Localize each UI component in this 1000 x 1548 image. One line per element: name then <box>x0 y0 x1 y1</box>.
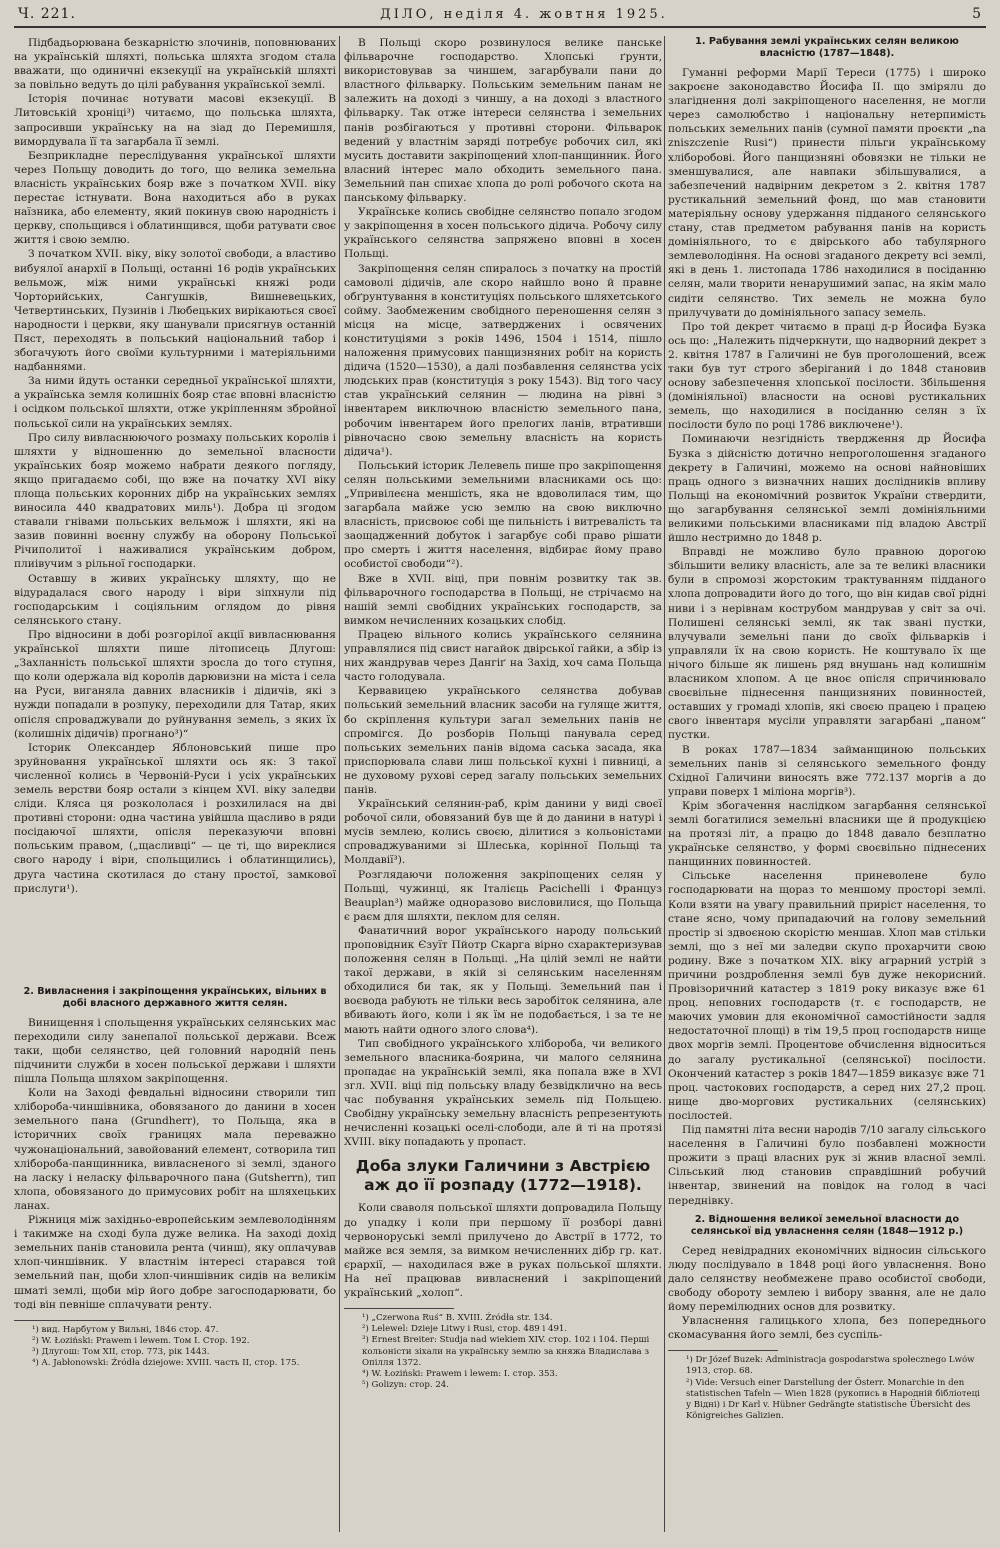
section-heading: 1. Рабування землі українських селян великою власністю (1787—1848). <box>695 36 959 59</box>
paragraph: Тип свобідного українського хлібороба, чи великого земельного власника-боярина, чи малого селянина пропадає на українській землі, яка попала вже в XVI згл. XVII. віці під польську владу безвідклично на весь час побування українських земель під Польщею. Свобідну українську земельну власність репрезентують нечисленні козацькі оселі-слободи, але й ті на протязі XVIII. віку попадають у пропаст. <box>344 1037 662 1149</box>
paragraph: Увласнення галицького хлопа, без попереднього скомасування його землі, без суспіль- <box>668 1315 986 1342</box>
section-heading: 2. Відношення великої земельної власности до селянської від увласнення селян (1848—1912 р.) <box>690 1213 964 1237</box>
issue-number: Ч. 221. <box>18 6 76 22</box>
footnote: ¹) „Czerwona Ruś“ B. XVIII. Źródła str. 134. <box>362 1313 553 1324</box>
paragraph: Про той декрет читаємо в праці д-р Йосифа Бузка ось що: „Належить підчеркнути, що надворний декрет з 2. квітня 1787 в Галичині не був проголошений, всеж таки був тут строго зберіганий і до 1848 становив основу забезпечення хлопської посілости. Збільшення (домініяльної) власности на основі рустикальних земель, що находилися в посіданню селян з їх посілости було по році 1786 виключене¹). <box>668 320 986 432</box>
paragraph: Серед невідрадних економічних відносин сільського люду послідувало в 1848 році його увласнення. Воно дало селянству необмежене право особистої свободи, свободу обороту землею і вибору звання, але не дало йому перемілюдних основ для розвитку. <box>668 1244 986 1313</box>
paragraph: Поминаючи незгідність твердження др Йосифа Бузка з дійсністю дотично непроголошення згаданого декрету в Галичині, можемо на основі найновіших праць одного з визначних наших дослідників впливу Польщі на економічний розвиток України ствердити, що загарбування селянської землі домініяльними великими польськими власниками під владою Австрії йшло нестримно до 1848 р. <box>668 433 986 545</box>
footnote: ²) Vide: Versuch einer Darstellung der Österr. Monarchie in den statistischen Tafeln — Wien 1828 (рукопись в Народній бібліотеці у Відні) і Dr Karl v. Hübner Gedrängte statistische Übersicht des Königreiches Galizien. <box>686 1377 980 1422</box>
paragraph: За ними йдуть останки середньої української шляхти, а українська земля колишніх бояр стає вповні власністю і осідком польської шляхти, отже укріпленням збройної польської сили на українських землях. <box>14 375 336 430</box>
paragraph: Гуманні реформи Марії Тереси (1775) і широко закроєне законодавство Йосифа ІІ. що змірялu до злагіднення долі закріпощеного населення, не могли через самолюбство і національну нетерпимість польських земельних панів (сумної памяти проєкти „na zniszczenie Rusi“) принести пільги українському хліборобові. Його панщизняні обовязки не тільки не зменшувалися, але навпаки збільшувалися, а забезпечений надвірним декретом з 2. квітня 1787 рустикальний земельний фонд, що мав становити матеріяльну основу удержання підданого селянського стану, став предметом рабування панів на користь домініяльного, то є двірського або табулярного землеволодіння. На основі згаданого декрету всі землі, які в день 1. листопада 1786 находилися в посіданню селян, мали творити ненарушимий запас, на якім мало сидіти селянство. Тих земель не можна було прилучувати до домініяльного запасу земель. <box>668 67 986 319</box>
footnote-rule <box>14 1320 124 1321</box>
paragraph: Український селянин-раб, крім данини у виді своєї робочої сили, обовязаний був ще й до данини в натурі і мусів землею, колись своєю, ділитися з кольоністами спроваджуваними зі Шлеська, корінної Польщі та Молдавії³). <box>344 798 662 867</box>
paragraph: Безприкладне переслідування української шляхти через Польщу доводить до того, що велика земельна власність українських бояр вже з початком XVII. віку перестає істнувати. Вона находиться або в руках наїзника, або елементу, який покинув свою народність і церкву, спольщився і облатинщився, щоби ратувати своє життя і свою землю. <box>14 149 336 247</box>
paragraph: Про відносини в добі розгорілої акції вивласнювання української шляхти пише літописець Длугош: „Захланність польської шляхти зросла до того ступня, що коли одержала від королів дарювизни на міста і села на Руси, виганяла давних власників і дідичів, які з нужди попадали в розпуку, переходили для Татар, яких опісля спроваджували до руйнування земель, з яких їх (колишніх дідичів) прогнано³)“ <box>14 628 336 740</box>
paragraph: Польський історик Лелевель пише про закріпощення селян польськими земельними власниками ось що: „Упривілеєна меншість, яка не вдоволилася тим, що загарбала майже усю землю на свою виключно власність, присвоює собі ще пильність і витревалість та заощадженний добуток і загарбує собі право рішати про смерть і життя населення, відбирає йому право особистої свободи“²). <box>344 459 662 571</box>
section-title: Доба злуки Галичини з Австрією аж до її розпаду (1772—1918). <box>355 1157 651 1195</box>
column-blank-space <box>14 896 336 986</box>
paragraph: Кервавицею українського селянства добував польський земельний власник засоби на гуляще життя, бо скріплення культури загал земельних панів не спромігся. До розборів Польщі панувала серед польських земельних панів відома саська засада, яка приспорювала слави лиш польської кухні і пивниці, а не духовому руховi серед загалу польських земельних панів. <box>344 685 662 796</box>
column-3 <box>668 36 986 1536</box>
paragraph: Фанатичний ворог українського народу польський проповідник Єзуїт Пйотр Скарга вірно схарактеризував положення селян в Польщі. „На цілій землі не найти такої держави, в якій зі селянським населенням обходилися би так, як у Польщі. Земельний пан і воєвода рабують не тільки весь заробіток селянина, але вбивають його, коли і як їм не подобається, і за те не мають найти одного злого слова⁴). <box>344 924 662 1036</box>
paragraph: Вправді не можливо було правною дорогою збільшити велику власність, але за те великі власники були в спромозі жорстоким трактуванням підданого хлопа допровадити його до того, що він кидав свої рідні ниви і з нерівнам кострубом мандрував у світ за очі. Полишені селянські землі, як так звані пустки, влучували земельні пани до своїх фільварків і управляли їх на свою користь. Не коштувало їх ще нічого більше як лишень ряд внушань над колишнім власником хлопом. А це вноє опісля спричинювало своєвільне піднесення панщизняних повинностей, оставших у громаді хлопів, які своєю працею і працею свого інвентаря мусіли управляти загарбані „паном“ пустки. <box>668 546 986 742</box>
paragraph: Історик Олександер Яблоновський пише про зруйновання української шляхти ось як: З такої численної колись в Червоній-Руси і усіх українських земель верстви бояр остали з кінцем XVI. віку заледви сліди. Кляса ця розкололася і розхилилася на дві противні сторони: одна частина увійшла щасливо в ряди посідаючої шляхти, опісля переказуючи вповні польським правом, („щасливці“ — це ті, що виреклися свого народу і віри, спольщились і облатинщились), друга частина скотилася до стану простої, замкової прислуги¹). <box>14 741 336 895</box>
footnote: ¹) вид. Нарбутом у Вильні, 1846 стор. 47. <box>32 1324 219 1335</box>
page-header <box>18 2 982 26</box>
footnote: ²) W. Łoziński: Prawem i lewem. Том І. Стор. 192. <box>32 1335 250 1346</box>
paragraph: Закріпощення селян спиралось з початку на простій самоволі дідичів, але скоро найшло воно й правне обґрунтування в конституціях польського шляхетського сойму. Заобмеженим свобідного переношення селян з місця на місце, затверджених і освячених конституціями з років 1496, 1504 і 1514, пішло наложення примусових панщизняних робіт на користь дідича (1520—1530), а далі позбавлення селянства усіх людських прав (конституція з року 1543). Від того часу став український селянин — людина на рівні з інвентарем виключною власністю земельного пана, робочим інвентарем його прелогих ланів, втративши рівночасно свою земельну власність на користь дідича¹). <box>344 262 662 458</box>
footnote: ⁴) A. Jabłonowski: Źródła dziejowe: XVIII. часть ІІ, стор. 175. <box>32 1358 300 1369</box>
masthead-date: ДІЛО, неділя 4. жовтня 1925. <box>380 6 668 22</box>
paragraph: Винищення і спольщення українських селянських мас переходили силу занепалої польської держави. Всеж таки, щоби селянство, цей головний народній пень підчинити служби в хосен польської держави і шляхти пішла Польща шляхом закріпощення. <box>14 1016 336 1086</box>
paragraph: В Польщі скоро розвинулося велике панське фільварочне господарство. Хлопські ґрунти, використовував за чиншем, загарбували пани до властного фільварку. Польським земельним панам не залежить на доході з чиншу, а на доході з властного фільварку. Так отже інтереси селянства і земельних панів розбігаються у противні сторони. Фільварок ведений у властнім заряді потребує робочих сил, які мусить доставити закріпощений хлоп-панщинник. Його власний інтерес мало обходить земельного пана. Земельний пан спихає хлопа до ролі робочого скота на панському фільварку. <box>344 37 662 205</box>
footnote-rule <box>668 1350 778 1351</box>
paragraph: Коли на Заході февдальні відносини створили тип хлібороба-чиншівника, обовязаного до данини в хосен земельного пана (Grundherr), то Польща, яка в історичних своїх границях мала переважно чужонаціональний, завойований елемент, сотворила тип хлібороба-панщинника, вивласненого зі землі, зданого на ласку і неласку фільварочного пана (Gutsherrn), тип хлопа, обовязаного до примусових робіт на шляхецьких ланах. <box>14 1087 336 1212</box>
footnote: ¹) Dr Józef Buzek: Administracja gospodarstwa społecznego Lwów 1913, стор. 68. <box>686 1355 975 1377</box>
column-divider <box>339 36 340 1532</box>
paragraph: Крім збогачення наслідком загарбання селянської землі богатилися земельні власники ще й продукцією на протязі літ, а працю до 1848 давало безплатно українське селянство, у формі своєвільно піднесених панщинних повинностей. <box>668 799 986 869</box>
paragraph: Ріжниця між західньо-европейським землеволодінням і такимже на сході була дуже велика. На заході дохід земельних панів становила рента (чинш), яку оплачував хлоп-чиншівник. У властнім інтересі старався той земельний пан, щоби хлоп-чиншівник сидів на великім шматі землі, щоби мір його добре загосподарювати, бо тоді він певніше сплачувати ренту. <box>14 1214 336 1311</box>
section-heading: 2. Вивласнення і закріпощення українських, вільних в добі власного державного життя селян. <box>23 985 327 1009</box>
paragraph: Розглядаючи положення закріпощених селян у Польщі, чужинці, як Італієць Pacichelli і Француз Beauplan³) майже одноразово висловилися, що Польща є раєм для шляхти, пеклом для селян. <box>344 868 662 923</box>
footnote: ³) Длугош: Том XII, стор. 773, рік 1443. <box>32 1347 210 1358</box>
header-rule <box>14 26 986 28</box>
paragraph: Українське колись свобідне селянство попало згодом у закріпощення в хосен польського дідича. Робочу силу українського селянства запряжено вповні в хосен Польщі. <box>344 206 662 261</box>
paragraph: Працею вільного колись українського селянина управлялися під свист нагайок двірської гайки, а збір із них жандрував через Дангіґ на Захід, хоч сама Польща часто голодувала. <box>344 628 662 684</box>
paragraph: Про силу вивласнюючого розмаху польських королів і шляхти у відношенню до земельної власности українських бояр можемо набрати деякого погляду, якщо пригадаємо собі, що вже на початку XVI віку площа польських коронних дібр на українських землях виносила 440 квадратових миль¹). Добра ці згодом ставали гнівами польських вельмож і шляхти, які на зазив повинні воєнну службу на оборону Польської Річиполитої і наживалися українським добром, плиівучим з рільної господарки. <box>14 431 336 571</box>
paragraph: Історія починає нотувати масові екзекуції. В Литовській хроніці³) читаємо, що польська шляхта, запросивши українську на на зіад до Перемишля, вимордувала її та загарбала її землі. <box>14 93 336 148</box>
column-divider <box>664 36 665 1532</box>
footnote: ⁴) W. Łoziński: Prawem i lewem: І. стор. 353. <box>362 1369 558 1380</box>
column-2 <box>344 36 662 1536</box>
paragraph: Вже в XVII. віці, при повнім розвитку так зв. фільварочного господарства в Польщі, не стрічаємо на нашій землі свобідних українських господарств, за вимком нечисленних козацьких слобід. <box>344 572 662 627</box>
footnote: ⁵) Golizyn: стор. 24. <box>362 1380 449 1391</box>
paragraph: В роках 1787—1834 займанщиною польських земельних панів зі селянського земельного фонду Східної Галичини виносять вже 772.137 моргів а до управи поверх 1 міліона моргів³). <box>668 743 986 798</box>
page-number: 5 <box>972 6 982 22</box>
paragraph: Під памятні літа весни народів 7/10 загалу сільського населення в Галичині було позбавлені можности прожити з праці власних рук зі жнив власної землі. Сільський люд становив справдішний робучий інвентар, звинений на повідок на голод в часі переднівку. <box>668 1124 986 1207</box>
footnote: ³) Ernest Breiter: Studja nad wiekiem XIV. стор. 102 і 104. Перші кольоністи зіхали на українську землю за княжа Владислава з Опілля 1372. <box>362 1335 650 1368</box>
footnote-rule <box>344 1308 454 1309</box>
paragraph: Підбадьорювана безкарністю злочинів, поповнюваних на українській шляхті, польська шляхта згодом стала вважати, що одиничні екзекуції на українській шляхті за повільно ведуть до цілі рабування української землі. <box>14 37 336 92</box>
footnote: ²) Lelewel: Dzieje Litwy i Rusi, стор. 489 і 491. <box>362 1324 568 1335</box>
column-1 <box>14 36 336 1536</box>
paragraph: З початком XVII. віку, віку золотої свободи, а властиво вибуялої анархії в Польщі, останні 16 родів українських вельмож, між ними українські княжі роди Чорторийських, Сангушків, Вишневецьких, Четвертинських, Пузинів і Любецьких вирікаються своєї народности і церкви, яку шанували присягнув останній Пяст, переходять в польський національний табор і збогачують його своїми культурними і матеріяльними надбаннями. <box>14 248 336 374</box>
paragraph: Сільське населення приневолене було господарювати на щораз то меншому просторі землі. Коли взяти на увагу правильний приріст населення, то стане ясно, чому припадаючий на голову земельний простір зі здвоєною скорістю меншав. Хлоп мав стільки землі, що з неї ми заледви скупо прохарчити свою родину. Вже з початком XIX. віку аграрний устрій з причини роздроблення землі був дуже некорисний. Провізоричний катастер з 1819 року виказує вже 61 проц. неповних господарств (т. є господарств, не маючих умовин для економічної самостійности задля недостаточної площі) в тім 19,5 проц господарств нище двох моргів землі. Процентове обчислення відноситься до загалу рустикальної (селянської) посілости. Окончений катастер з років 1847—1859 виказує вже 71 проц. частокових господарств, а серед них 27,2 проц. нище дво-моргових рустикальних (селянських) посілостей. <box>668 870 986 1122</box>
paragraph: Коли сваволя польської шляхти допровадила Польщу до упадку і коли при першому її розборі давні червоноруські землі прилучено до Австрії в 1772, то майже вся земля, за вимком нечисленних дібр гр. кат. єрархії, — находилася вже в руках польської шляхти. На неї працював вивласнений і закріпощений український „холоп“. <box>344 1202 662 1299</box>
paragraph: Оставшу в живих українську шляхту, що не відурадалася свого народу і віри зіпхнули під господарським і соціяльним оглядом до рівня селянського стану. <box>14 572 336 627</box>
